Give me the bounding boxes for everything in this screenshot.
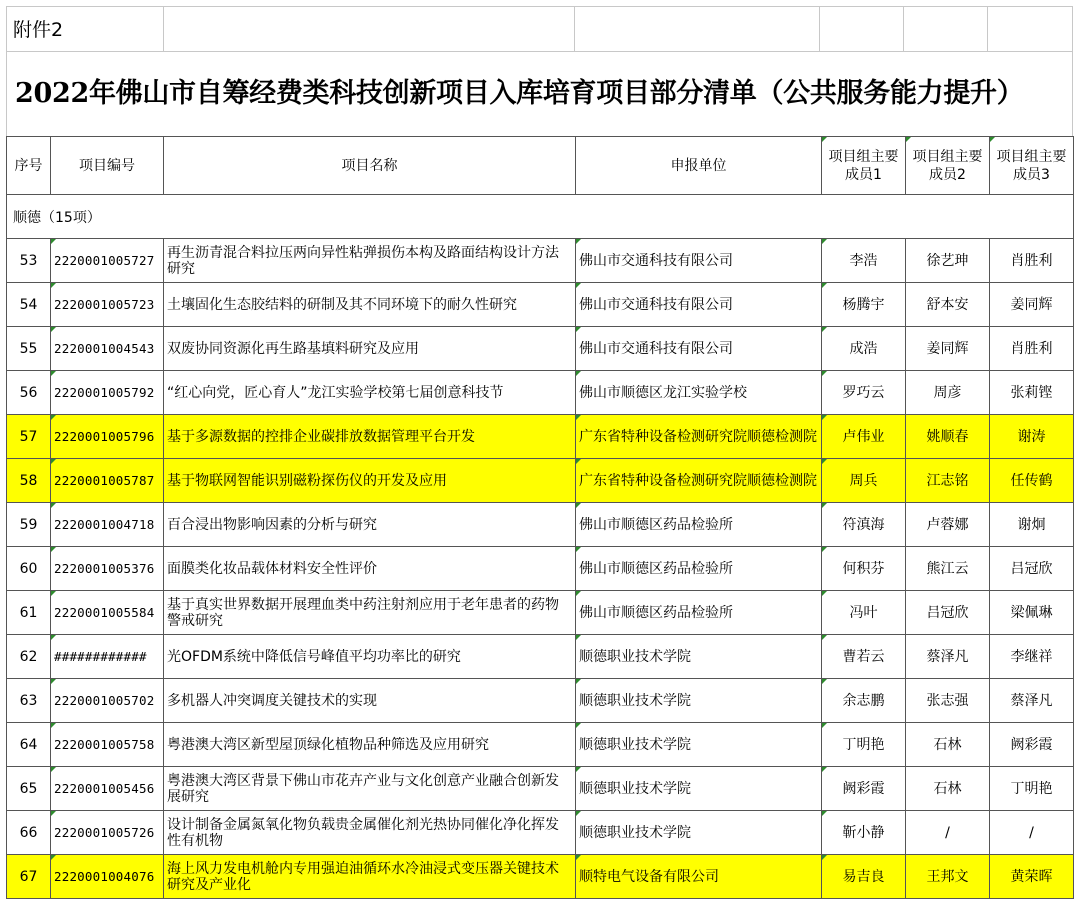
cell-member2: 江志铭	[906, 459, 990, 503]
table-row	[7, 459, 1074, 503]
empty-cell	[820, 7, 904, 51]
project-table	[6, 136, 1074, 899]
cell-code: 2220001005702	[51, 679, 164, 723]
cell-member2: 卢蓉娜	[906, 503, 990, 547]
table-row	[7, 723, 1074, 767]
header-name: 项目名称	[164, 137, 576, 195]
cell-member1: 易吉良	[822, 855, 906, 899]
cell-member1: 曹若云	[822, 635, 906, 679]
cell-unit: 顺德职业技术学院	[576, 767, 822, 811]
cell-seq: 67	[7, 855, 51, 899]
cell-project-name: 粤港澳大湾区背景下佛山市花卉产业与文化创意产业融合创新发展研究	[164, 767, 576, 811]
cell-member1: 符滇海	[822, 503, 906, 547]
cell-member2: 石林	[906, 767, 990, 811]
cell-seq: 61	[7, 591, 51, 635]
empty-cell	[988, 7, 1072, 51]
cell-member2: 张志强	[906, 679, 990, 723]
cell-unit: 顺德职业技术学院	[576, 679, 822, 723]
cell-member1: 阙彩霞	[822, 767, 906, 811]
header-code: 项目编号	[51, 137, 164, 195]
cell-member2: 蔡泽凡	[906, 635, 990, 679]
cell-project-name: 设计制备金属氮氧化物负载贵金属催化剂光热协同催化净化挥发性有机物	[164, 811, 576, 855]
title-row	[6, 52, 1073, 136]
cell-seq: 60	[7, 547, 51, 591]
cell-project-name: 百合浸出物影响因素的分析与研究	[164, 503, 576, 547]
cell-project-name: 基于物联网智能识别磁粉探伤仪的开发及应用	[164, 459, 576, 503]
cell-member3: 谢炯	[990, 503, 1074, 547]
cell-member3: 丁明艳	[990, 767, 1074, 811]
table-row	[7, 239, 1074, 283]
table-row	[7, 767, 1074, 811]
cell-project-name: “红心向党，匠心育人”龙江实验学校第七届创意科技节	[164, 371, 576, 415]
spreadsheet	[6, 6, 1074, 895]
table-row	[7, 855, 1074, 899]
cell-member3: 肖胜利	[990, 239, 1074, 283]
cell-seq: 65	[7, 767, 51, 811]
attachment-row	[6, 6, 1073, 52]
cell-code: 2220001004718	[51, 503, 164, 547]
cell-member3: 黄荣晖	[990, 855, 1074, 899]
cell-member2: 姚顺春	[906, 415, 990, 459]
header-unit: 申报单位	[576, 137, 822, 195]
cell-member1: 何积芬	[822, 547, 906, 591]
table-row	[7, 327, 1074, 371]
cell-member2: /	[906, 811, 990, 855]
cell-member3: /	[990, 811, 1074, 855]
cell-member2: 周彦	[906, 371, 990, 415]
cell-unit: 佛山市交通科技有限公司	[576, 239, 822, 283]
table-row	[7, 635, 1074, 679]
cell-member1: 成浩	[822, 327, 906, 371]
cell-member3: 谢涛	[990, 415, 1074, 459]
header-member2: 项目组主要成员2	[906, 137, 990, 195]
cell-member1: 冯叶	[822, 591, 906, 635]
cell-project-name: 基于多源数据的控排企业碳排放数据管理平台开发	[164, 415, 576, 459]
header-member3: 项目组主要成员3	[990, 137, 1074, 195]
cell-code: 2220001004543	[51, 327, 164, 371]
cell-member1: 杨腾宇	[822, 283, 906, 327]
cell-code: 2220001005796	[51, 415, 164, 459]
cell-member3: 任传鹤	[990, 459, 1074, 503]
cell-seq: 55	[7, 327, 51, 371]
cell-member1: 丁明艳	[822, 723, 906, 767]
cell-seq: 58	[7, 459, 51, 503]
cell-member1: 周兵	[822, 459, 906, 503]
cell-project-name: 海上风力发电机舱内专用强迫油循环水冷油浸式变压器关键技术研究及产业化	[164, 855, 576, 899]
cell-member2: 徐艺珅	[906, 239, 990, 283]
cell-code: 2220001004076	[51, 855, 164, 899]
cell-seq: 53	[7, 239, 51, 283]
header-member1: 项目组主要成员1	[822, 137, 906, 195]
section-row	[7, 195, 1074, 239]
cell-member2: 舒本安	[906, 283, 990, 327]
cell-code: 2220001005376	[51, 547, 164, 591]
table-header-row	[7, 137, 1074, 195]
table-row	[7, 547, 1074, 591]
cell-unit: 广东省特种设备检测研究院顺德检测院	[576, 415, 822, 459]
cell-code: 2220001005584	[51, 591, 164, 635]
cell-unit: 佛山市顺德区龙江实验学校	[576, 371, 822, 415]
cell-member3: 蔡泽凡	[990, 679, 1074, 723]
cell-member2: 石林	[906, 723, 990, 767]
cell-seq: 64	[7, 723, 51, 767]
cell-seq: 66	[7, 811, 51, 855]
cell-member1: 李浩	[822, 239, 906, 283]
cell-member3: 张莉铿	[990, 371, 1074, 415]
cell-member2: 吕冠欣	[906, 591, 990, 635]
cell-member1: 余志鹏	[822, 679, 906, 723]
cell-member3: 吕冠欣	[990, 547, 1074, 591]
cell-code: ############	[51, 635, 164, 679]
table-row	[7, 415, 1074, 459]
cell-unit: 广东省特种设备检测研究院顺德检测院	[576, 459, 822, 503]
table-row	[7, 679, 1074, 723]
table-row	[7, 591, 1074, 635]
cell-member3: 肖胜利	[990, 327, 1074, 371]
cell-seq: 57	[7, 415, 51, 459]
header-seq: 序号	[7, 137, 51, 195]
cell-member1: 卢伟业	[822, 415, 906, 459]
cell-seq: 62	[7, 635, 51, 679]
empty-cell	[904, 7, 988, 51]
cell-unit: 顺德职业技术学院	[576, 811, 822, 855]
cell-unit: 顺德职业技术学院	[576, 723, 822, 767]
cell-unit: 佛山市交通科技有限公司	[576, 283, 822, 327]
section-label: 顺德（15项）	[7, 195, 1074, 239]
cell-unit: 佛山市顺德区药品检验所	[576, 547, 822, 591]
cell-project-name: 多机器人冲突调度关键技术的实现	[164, 679, 576, 723]
cell-unit: 佛山市顺德区药品检验所	[576, 591, 822, 635]
cell-unit: 佛山市交通科技有限公司	[576, 327, 822, 371]
cell-project-name: 土壤固化生态胶结料的研制及其不同环境下的耐久性研究	[164, 283, 576, 327]
empty-cell	[164, 7, 575, 51]
cell-code: 2220001005792	[51, 371, 164, 415]
cell-member3: 阙彩霞	[990, 723, 1074, 767]
cell-member3: 李继祥	[990, 635, 1074, 679]
cell-code: 2220001005727	[51, 239, 164, 283]
cell-member2: 姜同辉	[906, 327, 990, 371]
cell-seq: 54	[7, 283, 51, 327]
cell-member2: 王邦文	[906, 855, 990, 899]
page-title: 2022年佛山市自筹经费类科技创新项目入库培育项目部分清单（公共服务能力提升）	[15, 78, 1024, 109]
attachment-label: 附件2	[7, 7, 164, 51]
cell-project-name: 面膜类化妆品载体材料安全性评价	[164, 547, 576, 591]
cell-code: 2220001005758	[51, 723, 164, 767]
cell-member1: 靳小静	[822, 811, 906, 855]
cell-project-name: 双废协同资源化再生路基填料研究及应用	[164, 327, 576, 371]
table-row	[7, 811, 1074, 855]
cell-member3: 姜同辉	[990, 283, 1074, 327]
cell-code: 2220001005726	[51, 811, 164, 855]
cell-unit: 佛山市顺德区药品检验所	[576, 503, 822, 547]
cell-member1: 罗巧云	[822, 371, 906, 415]
cell-member3: 梁佩琳	[990, 591, 1074, 635]
cell-project-name: 光OFDM系统中降低信号峰值平均功率比的研究	[164, 635, 576, 679]
cell-code: 2220001005723	[51, 283, 164, 327]
cell-member2: 熊江云	[906, 547, 990, 591]
cell-project-name: 基于真实世界数据开展理血类中药注射剂应用于老年患者的药物警戒研究	[164, 591, 576, 635]
cell-code: 2220001005787	[51, 459, 164, 503]
table-row	[7, 371, 1074, 415]
table-row	[7, 283, 1074, 327]
empty-cell	[575, 7, 821, 51]
cell-code: 2220001005456	[51, 767, 164, 811]
table-row	[7, 503, 1074, 547]
cell-seq: 56	[7, 371, 51, 415]
cell-project-name: 再生沥青混合料拉压两向异性粘弹损伤本构及路面结构设计方法研究	[164, 239, 576, 283]
cell-unit: 顺德职业技术学院	[576, 635, 822, 679]
cell-seq: 63	[7, 679, 51, 723]
cell-unit: 顺特电气设备有限公司	[576, 855, 822, 899]
cell-project-name: 粤港澳大湾区新型屋顶绿化植物品种筛选及应用研究	[164, 723, 576, 767]
cell-seq: 59	[7, 503, 51, 547]
